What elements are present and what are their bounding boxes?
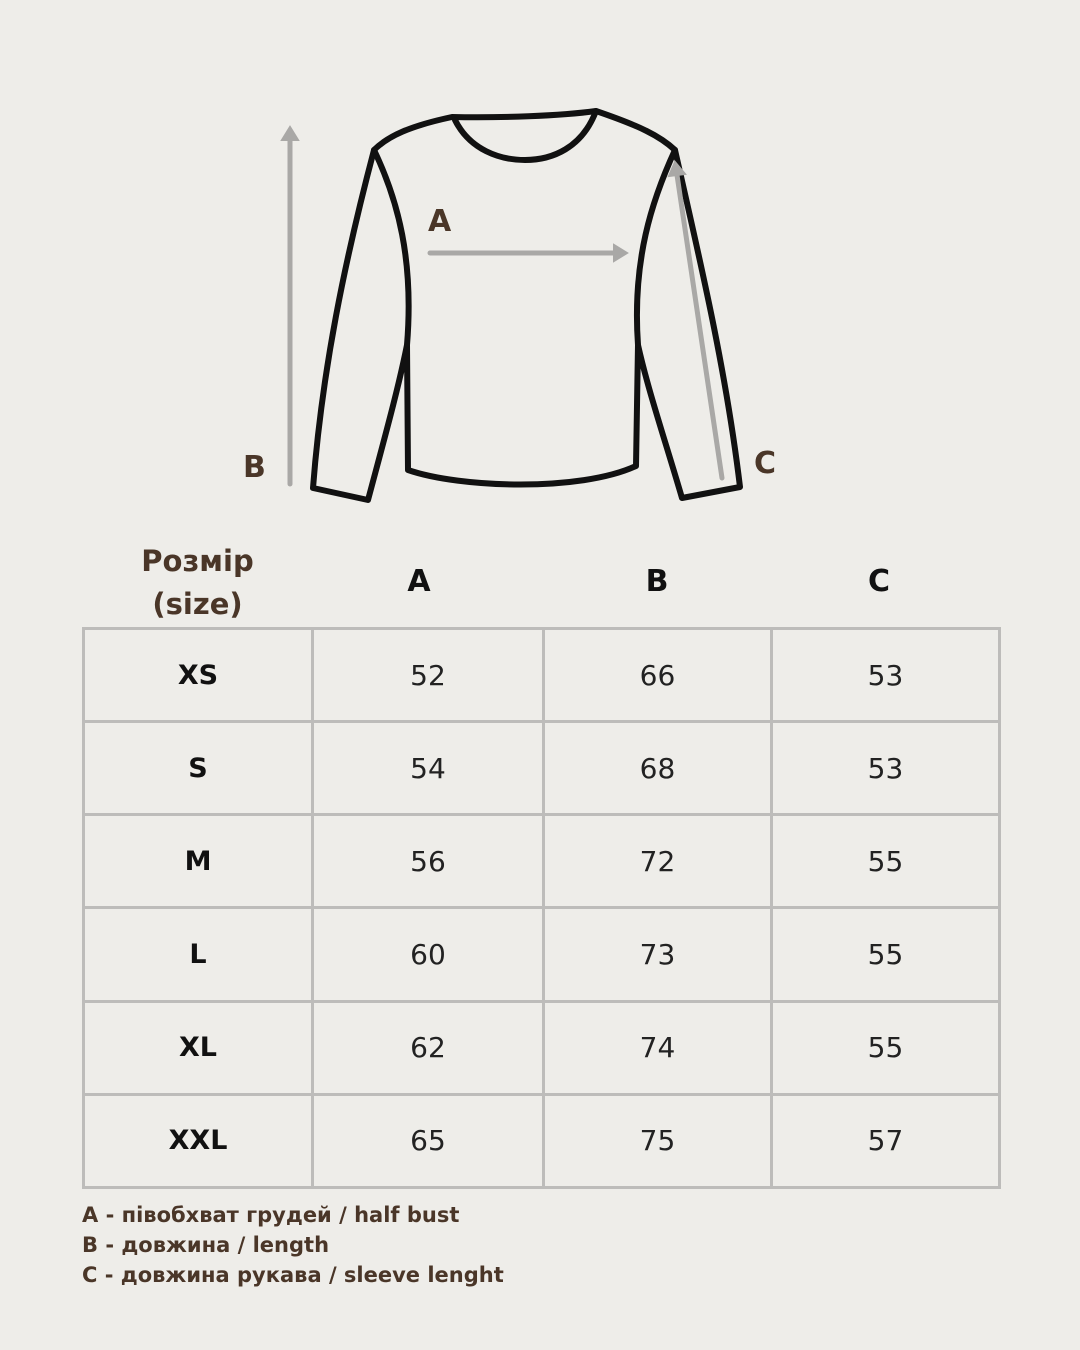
size-column-header	[100, 540, 295, 626]
size-header-en: (size)	[152, 587, 243, 621]
value-cell-a: 60	[313, 908, 544, 1001]
table-row	[84, 1094, 1000, 1187]
size-header-ua: Розмір	[141, 544, 254, 578]
table-row	[84, 722, 1000, 815]
value-cell-a: 56	[313, 815, 544, 908]
value-cell-b: 68	[544, 722, 772, 815]
label-c: C	[754, 446, 777, 481]
size-table	[82, 627, 1001, 1189]
size-cell: S	[84, 722, 313, 815]
value-cell-b: 75	[544, 1094, 772, 1187]
arrow-a	[430, 245, 627, 261]
value-cell-c: 55	[772, 908, 1000, 1001]
value-cell-a: 54	[313, 722, 544, 815]
value-cell-c: 53	[772, 629, 1000, 722]
legend	[82, 1200, 504, 1290]
arrow-b	[282, 127, 298, 484]
value-cell-b: 66	[544, 629, 772, 722]
sweater-diagram	[0, 0, 1080, 520]
size-cell: L	[84, 908, 313, 1001]
size-cell: XXL	[84, 1094, 313, 1187]
column-header-a: A	[407, 564, 431, 599]
size-cell: XS	[84, 629, 313, 722]
table-row	[84, 1001, 1000, 1094]
value-cell-a: 62	[313, 1001, 544, 1094]
value-cell-a: 52	[313, 629, 544, 722]
legend-item-a: A - півобхват грудей / half bust	[82, 1203, 460, 1227]
value-cell-b: 72	[544, 815, 772, 908]
label-a: A	[428, 204, 452, 239]
column-header-c: C	[867, 564, 891, 599]
size-cell: M	[84, 815, 313, 908]
value-cell-c: 55	[772, 815, 1000, 908]
size-cell: XL	[84, 1001, 313, 1094]
table-row	[84, 629, 1000, 722]
legend-item-b: B - довжина / length	[82, 1233, 330, 1257]
value-cell-c: 53	[772, 722, 1000, 815]
table-row	[84, 908, 1000, 1001]
value-cell-b: 73	[544, 908, 772, 1001]
value-cell-b: 74	[544, 1001, 772, 1094]
column-header-b: B	[645, 564, 669, 599]
value-cell-a: 65	[313, 1094, 544, 1187]
value-cell-c: 55	[772, 1001, 1000, 1094]
label-b: B	[243, 450, 266, 485]
table-row	[84, 815, 1000, 908]
value-cell-c: 57	[772, 1094, 1000, 1187]
legend-item-c: C - довжина рукава / sleeve lenght	[82, 1263, 504, 1287]
